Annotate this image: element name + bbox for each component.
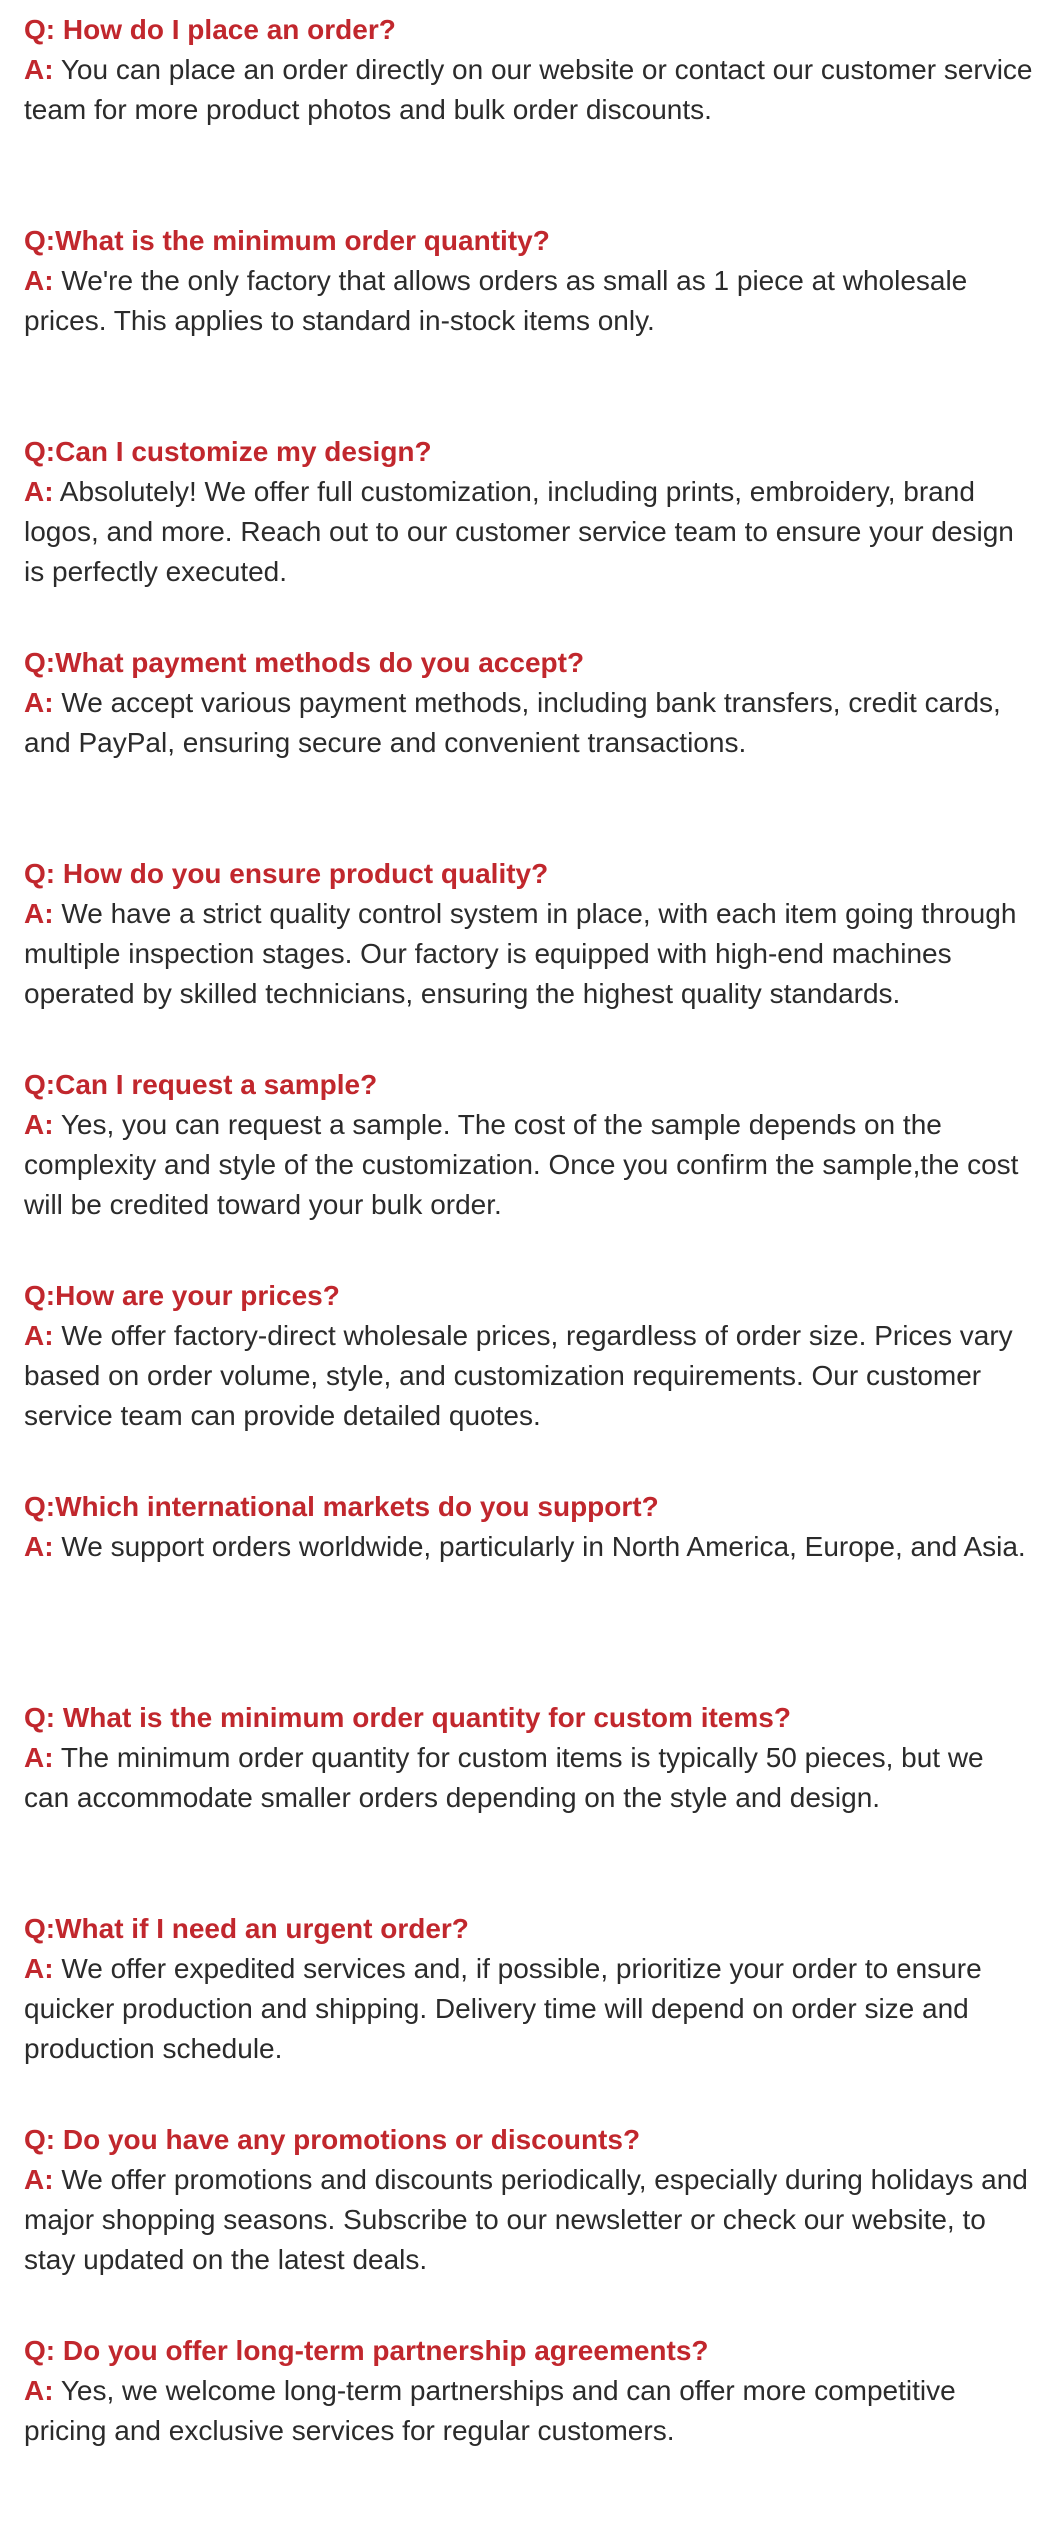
- answer-prefix: A:: [24, 1953, 54, 1984]
- faq-question: Q: What is the minimum order quantity for custom items?: [24, 1702, 791, 1733]
- answer-text: Yes, we welcome long-term partnerships and can offer more competitive pricing and exclusive services for regular customers.: [24, 2375, 956, 2446]
- faq-answer: [24, 1527, 1036, 1567]
- faq-question: Q: How do I place an order?: [24, 14, 396, 45]
- faq-question: Q:What if I need an urgent order?: [24, 1913, 469, 1944]
- faq-item: [24, 1065, 1036, 1266]
- faq-answer: [24, 894, 1036, 1014]
- answer-prefix: A:: [24, 1531, 54, 1562]
- answer-text: We offer factory-direct wholesale prices, regardless of order size. Prices vary based on order volume, style, and customization requirements. Our customer service team can provide detailed quotes.: [24, 1320, 1013, 1431]
- faq-item: [24, 2331, 1036, 2532]
- faq-answer: [24, 261, 1036, 341]
- faq-item: [24, 432, 1036, 633]
- answer-text: You can place an order directly on our website or contact our customer service team for more product photos and bulk order discounts.: [24, 54, 1033, 125]
- faq-list: [24, 0, 1036, 2532]
- answer-prefix: A:: [24, 2375, 54, 2406]
- answer-text: We offer expedited services and, if possible, prioritize your order to ensure quicker production and shipping. Delivery time will depend on order size and production schedule.: [24, 1953, 982, 2064]
- faq-answer: [24, 2371, 1036, 2451]
- faq-answer: [24, 1316, 1036, 1436]
- answer-text: Absolutely! We offer full customization, including prints, embroidery, brand logos, and more. Reach out to our customer service team to ensure your design is perfectly executed.: [24, 476, 1014, 587]
- faq-answer: [24, 1105, 1036, 1225]
- answer-prefix: A:: [24, 2164, 54, 2195]
- answer-prefix: A:: [24, 1320, 54, 1351]
- faq-answer: [24, 1738, 1036, 1818]
- faq-item: [24, 1487, 1036, 1688]
- faq-item: [24, 1698, 1036, 1899]
- faq-answer: [24, 1949, 1036, 2069]
- answer-prefix: A:: [24, 476, 54, 507]
- faq-item: [24, 221, 1036, 422]
- faq-question: Q:Which international markets do you support?: [24, 1491, 659, 1522]
- answer-prefix: A:: [24, 687, 54, 718]
- faq-answer: [24, 2160, 1036, 2280]
- answer-text: We have a strict quality control system in place, with each item going through multiple inspection stages. Our factory is equipped with high-end machines operated by skilled technicians, ensuring the highest quality standards.: [24, 898, 1017, 1009]
- faq-item: [24, 2120, 1036, 2321]
- faq-question: Q:What is the minimum order quantity?: [24, 225, 550, 256]
- faq-question: Q: Do you have any promotions or discounts?: [24, 2124, 641, 2155]
- faq-question: Q: Do you offer long-term partnership agreements?: [24, 2335, 709, 2366]
- faq-answer: [24, 50, 1036, 130]
- faq-question: Q:What payment methods do you accept?: [24, 647, 585, 678]
- faq-item: [24, 1909, 1036, 2110]
- faq-question: Q:Can I request a sample?: [24, 1069, 378, 1100]
- answer-text: We offer promotions and discounts periodically, especially during holidays and major shopping seasons. Subscribe to our newsletter or check our website, to stay updated on the latest deals.: [24, 2164, 1028, 2275]
- answer-prefix: A:: [24, 1742, 54, 1773]
- faq-item: [24, 854, 1036, 1055]
- answer-text: The minimum order quantity for custom items is typically 50 pieces, but we can accommodate smaller orders depending on the style and design.: [24, 1742, 984, 1813]
- faq-item: [24, 643, 1036, 844]
- answer-text: We accept various payment methods, including bank transfers, credit cards, and PayPal, ensuring secure and convenient transactions.: [24, 687, 1001, 758]
- faq-item: [24, 10, 1036, 211]
- faq-answer: [24, 472, 1036, 592]
- faq-question: Q:How are your prices?: [24, 1280, 340, 1311]
- faq-question: Q: How do you ensure product quality?: [24, 858, 549, 889]
- faq-question: Q:Can I customize my design?: [24, 436, 432, 467]
- faq-item: [24, 1276, 1036, 1477]
- faq-answer: [24, 683, 1036, 763]
- answer-text: We're the only factory that allows orders as small as 1 piece at wholesale prices. This applies to standard in-stock items only.: [24, 265, 968, 336]
- answer-prefix: A:: [24, 1109, 54, 1140]
- answer-prefix: A:: [24, 265, 54, 296]
- answer-prefix: A:: [24, 54, 54, 85]
- answer-text: We support orders worldwide, particularly in North America, Europe, and Asia.: [53, 1531, 1026, 1562]
- answer-prefix: A:: [24, 898, 54, 929]
- answer-text: Yes, you can request a sample. The cost of the sample depends on the complexity and style of the customization. Once you confirm the sample,the cost will be credited toward your bulk order.: [24, 1109, 1019, 1220]
